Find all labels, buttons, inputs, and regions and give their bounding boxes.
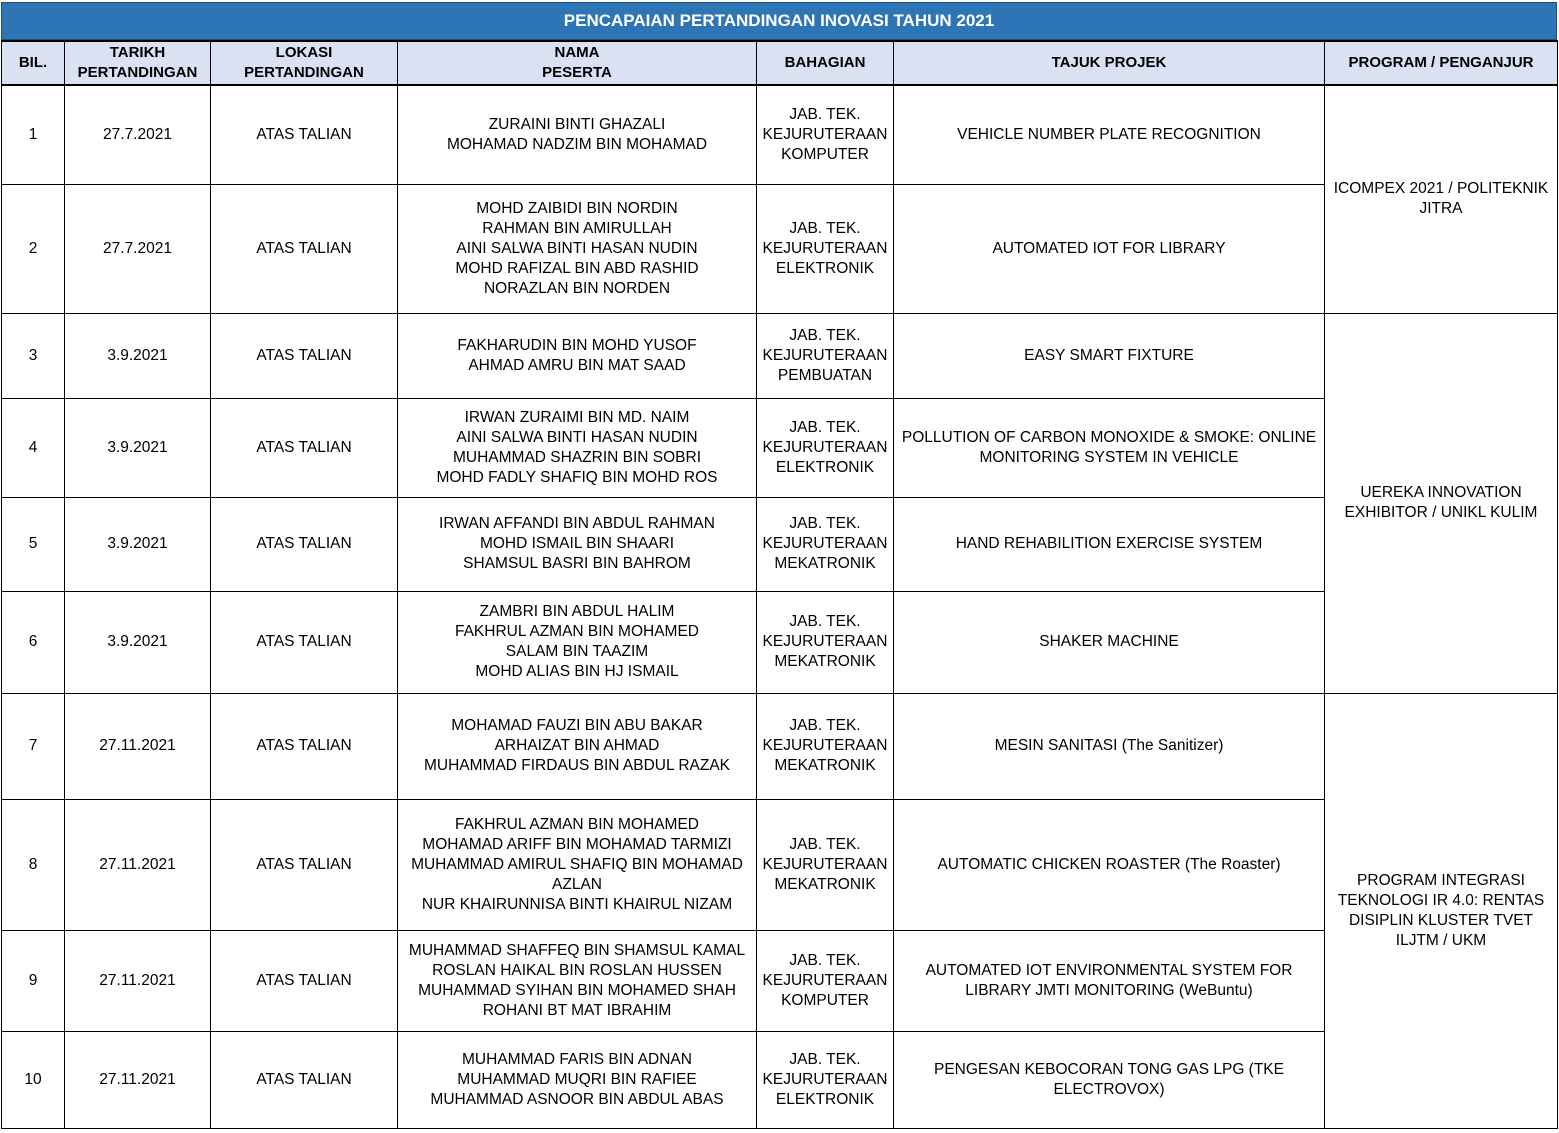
cell-lokasi: ATAS TALIAN (211, 85, 398, 184)
cell-bahagian (757, 693, 894, 799)
table-row (2, 184, 1558, 313)
cell-tajuk (894, 313, 1325, 398)
header-program: PROGRAM / PENGANJUR (1325, 41, 1558, 85)
cell-lokasi: ATAS TALIAN (211, 398, 398, 497)
program-line: DISIPLIN KLUSTER TVET (1348, 911, 1534, 929)
cell-bil: 4 (2, 398, 65, 497)
tajuk-line: AUTOMATED IOT FOR LIBRARY (992, 239, 1226, 257)
header-lokasi (211, 41, 398, 85)
peserta-name: MOHD ALIAS BIN HJ ISMAIL (475, 663, 679, 680)
header-lokasi-line: LOKASI (275, 44, 333, 61)
tajuk-line: AUTOMATED IOT ENVIRONMENTAL SYSTEM FOR (925, 961, 1293, 979)
bahagian-line: ELEKTRONIK (775, 1090, 875, 1108)
tajuk-line: HAND REHABILITION EXERCISE SYSTEM (955, 535, 1263, 552)
cell-tajuk (894, 693, 1325, 799)
peserta-name: MOHAMAD NADZIM BIN MOHAMAD (446, 135, 708, 153)
table-row (2, 799, 1558, 930)
bahagian-line: KOMPUTER (781, 991, 869, 1009)
peserta-name: MOHD ISMAIL BIN SHAARI (479, 535, 675, 552)
tajuk-line: VEHICLE NUMBER PLATE RECOGNITION (957, 125, 1261, 143)
peserta-name: ROSLAN HAIKAL BIN ROSLAN HUSSEN (432, 961, 722, 979)
bahagian-line: KOMPUTER (781, 145, 869, 163)
cell-program (1325, 313, 1558, 693)
bahagian-line: JAB. TEK. (789, 717, 861, 734)
cell-peserta (398, 85, 757, 184)
header-lokasi-line: PERTANDINGAN (244, 64, 364, 81)
header-nama-line: NAMA (554, 44, 600, 61)
cell-bahagian (757, 799, 894, 930)
bahagian-line: KEJURUTERAAN (762, 438, 888, 456)
bahagian-line: KEJURUTERAAN (762, 346, 888, 364)
table-row (2, 313, 1558, 398)
cell-tajuk (894, 497, 1325, 591)
peserta-name: AINI SALWA BINTI HASAN NUDIN (456, 428, 698, 446)
cell-bil: 5 (2, 497, 65, 591)
peserta-name: AHMAD AMRU BIN MAT SAAD (468, 356, 686, 374)
cell-bahagian (757, 930, 894, 1031)
cell-peserta (398, 313, 757, 398)
header-nama (398, 41, 757, 85)
cell-tajuk (894, 591, 1325, 693)
cell-bahagian (757, 398, 894, 497)
cell-bil: 9 (2, 930, 65, 1031)
bahagian-line: KEJURUTERAAN (762, 239, 888, 257)
cell-tarikh: 27.11.2021 (65, 693, 211, 799)
tajuk-line: MONITORING SYSTEM IN VEHICLE (979, 448, 1239, 466)
peserta-name: SHAMSUL BASRI BIN BAHROM (463, 555, 691, 572)
header-bahagian: BAHAGIAN (757, 41, 894, 85)
cell-bahagian (757, 313, 894, 398)
cell-lokasi: ATAS TALIAN (211, 591, 398, 693)
cell-bil: 2 (2, 184, 65, 313)
tajuk-line: AUTOMATIC CHICKEN ROASTER (The Roaster) (937, 855, 1281, 873)
table-row (2, 85, 1558, 184)
cell-lokasi: ATAS TALIAN (211, 930, 398, 1031)
cell-lokasi: ATAS TALIAN (211, 497, 398, 591)
peserta-name: NUR KHAIRUNNISA BINTI KHAIRUL NIZAM (421, 895, 733, 913)
bahagian-line: JAB. TEK. (789, 418, 861, 436)
bahagian-line: KEJURUTERAAN (762, 737, 888, 754)
cell-bil: 7 (2, 693, 65, 799)
peserta-name: AZLAN (552, 875, 602, 893)
cell-bil: 1 (2, 85, 65, 184)
table-row (2, 398, 1558, 497)
cell-peserta (398, 799, 757, 930)
cell-tarikh: 27.7.2021 (65, 85, 211, 184)
bahagian-line: JAB. TEK. (789, 1050, 861, 1068)
cell-peserta (398, 1031, 757, 1128)
program-line: UEREKA INNOVATION (1360, 484, 1522, 501)
bahagian-line: KEJURUTERAAN (762, 633, 888, 650)
table-body (2, 85, 1558, 1128)
peserta-name: FAKHRUL AZMAN BIN MOHAMED (454, 623, 699, 640)
peserta-name: ZAMBRI BIN ABDUL HALIM (479, 603, 675, 620)
bahagian-line: KEJURUTERAAN (762, 971, 888, 989)
cell-bil: 8 (2, 799, 65, 930)
cell-program (1325, 693, 1558, 1128)
cell-bahagian (757, 591, 894, 693)
cell-tajuk (894, 930, 1325, 1031)
peserta-name: SALAM BIN TAAZIM (505, 643, 649, 660)
peserta-name: MUHAMMAD SHAFFEQ BIN SHAMSUL KAMAL (408, 941, 746, 959)
bahagian-line: JAB. TEK. (789, 219, 861, 237)
peserta-name: IRWAN ZURAIMI BIN MD. NAIM (464, 408, 690, 426)
peserta-name: MOHD ZAIBIDI BIN NORDIN (476, 199, 678, 217)
bahagian-line: JAB. TEK. (789, 613, 861, 630)
cell-tarikh: 27.7.2021 (65, 184, 211, 313)
cell-tarikh: 3.9.2021 (65, 398, 211, 497)
table-row (2, 693, 1558, 799)
bahagian-line: MEKATRONIK (774, 653, 876, 670)
tajuk-line: EASY SMART FIXTURE (1024, 346, 1194, 364)
cell-peserta (398, 398, 757, 497)
cell-peserta (398, 693, 757, 799)
bahagian-line: JAB. TEK. (789, 326, 861, 344)
cell-lokasi: ATAS TALIAN (211, 799, 398, 930)
bahagian-line: MEKATRONIK (774, 757, 876, 774)
tajuk-line: ELECTROVOX) (1053, 1080, 1165, 1098)
peserta-name: FAKHARUDIN BIN MOHD YUSOF (457, 336, 697, 354)
cell-bahagian (757, 497, 894, 591)
tajuk-line: PENGESAN KEBOCORAN TONG GAS LPG (TKE (934, 1060, 1284, 1078)
cell-tarikh: 27.11.2021 (65, 1031, 211, 1128)
peserta-name: RAHMAN BIN AMIRULLAH (482, 219, 672, 237)
header-bil: BIL. (2, 41, 65, 85)
bahagian-line: MEKATRONIK (774, 555, 876, 572)
table-row (2, 591, 1558, 693)
bahagian-line: ELEKTRONIK (775, 458, 875, 476)
tajuk-line: MESIN SANITASI (The Sanitizer) (994, 737, 1224, 754)
program-line: TEKNOLOGI IR 4.0: RENTAS (1337, 891, 1545, 909)
program-line: EXHIBITOR / UNIKL KULIM (1344, 504, 1538, 521)
header-row (2, 41, 1558, 85)
bahagian-line: KEJURUTERAAN (762, 125, 888, 143)
peserta-name: MOHAMAD FAUZI BIN ABU BAKAR (451, 717, 703, 734)
peserta-name: MUHAMMAD FARIS BIN ADNAN (462, 1050, 692, 1068)
bahagian-line: JAB. TEK. (789, 951, 861, 969)
cell-tajuk (894, 398, 1325, 497)
table-row (2, 1031, 1558, 1128)
cell-tarikh: 27.11.2021 (65, 799, 211, 930)
tajuk-line: POLLUTION OF CARBON MONOXIDE & SMOKE: ONLINE (901, 428, 1317, 446)
header-nama-line: PESERTA (542, 64, 612, 81)
bahagian-line: JAB. TEK. (789, 105, 861, 123)
header-tarikh-line: PERTANDINGAN (77, 64, 198, 81)
cell-bil: 6 (2, 591, 65, 693)
table-row (2, 930, 1558, 1031)
cell-peserta (398, 184, 757, 313)
cell-peserta (398, 591, 757, 693)
peserta-name: MUHAMMAD AMIRUL SHAFIQ BIN MOHAMAD (411, 855, 743, 873)
cell-lokasi: ATAS TALIAN (211, 693, 398, 799)
cell-lokasi: ATAS TALIAN (211, 1031, 398, 1128)
cell-tarikh: 27.11.2021 (65, 930, 211, 1031)
cell-tarikh: 3.9.2021 (65, 313, 211, 398)
achievement-table (1, 40, 1558, 1129)
peserta-name: AINI SALWA BINTI HASAN NUDIN (456, 239, 698, 257)
cell-tajuk (894, 1031, 1325, 1128)
cell-peserta (398, 497, 757, 591)
peserta-name: MUHAMMAD SHAZRIN BIN SOBRI (452, 448, 701, 466)
cell-tajuk (894, 85, 1325, 184)
bahagian-line: KEJURUTERAAN (762, 1070, 888, 1088)
header-tajuk: TAJUK PROJEK (894, 41, 1325, 85)
cell-bil: 10 (2, 1031, 65, 1128)
tajuk-line: LIBRARY JMTI MONITORING (WeBuntu) (965, 981, 1253, 999)
cell-lokasi: ATAS TALIAN (211, 184, 398, 313)
bahagian-line: JAB. TEK. (789, 835, 861, 853)
cell-tajuk (894, 799, 1325, 930)
cell-bil: 3 (2, 313, 65, 398)
cell-bahagian (757, 85, 894, 184)
bahagian-line: PEMBUATAN (777, 366, 873, 384)
tajuk-line: SHAKER MACHINE (1039, 633, 1179, 650)
cell-program (1325, 85, 1558, 313)
table-title: PENCAPAIAN PERTANDINGAN INOVASI TAHUN 2021 (1, 2, 1557, 40)
peserta-name: MUHAMMAD ASNOOR BIN ABDUL ABAS (430, 1090, 724, 1108)
peserta-name: NORAZLAN BIN NORDEN (483, 279, 671, 297)
document-sheet (1, 2, 1557, 1129)
bahagian-line: ELEKTRONIK (775, 259, 875, 277)
bahagian-line: KEJURUTERAAN (762, 535, 888, 552)
program-line: ILJTM / UKM (1395, 931, 1487, 949)
bahagian-line: JAB. TEK. (789, 515, 861, 532)
peserta-name: ROHANI BT MAT IBRAHIM (482, 1001, 672, 1019)
peserta-name: ZURAINI BINTI GHAZALI (488, 115, 666, 133)
peserta-name: FAKHRUL AZMAN BIN MOHAMED (454, 815, 699, 833)
cell-bahagian (757, 1031, 894, 1128)
peserta-name: MOHD FADLY SHAFIQ BIN MOHD ROS (436, 468, 718, 486)
peserta-name: MUHAMMAD SYIHAN BIN MOHAMED SHAH (418, 981, 736, 999)
cell-tajuk (894, 184, 1325, 313)
program-line: JITRA (1419, 200, 1463, 218)
peserta-name: MUHAMMAD FIRDAUS BIN ABDUL RAZAK (423, 757, 731, 774)
peserta-name: MOHAMAD ARIFF BIN MOHAMAD TARMIZI (422, 835, 732, 853)
table-row (2, 497, 1558, 591)
header-tarikh (65, 41, 211, 85)
bahagian-line: MEKATRONIK (774, 875, 876, 893)
cell-lokasi: ATAS TALIAN (211, 313, 398, 398)
program-line: PROGRAM INTEGRASI (1357, 871, 1525, 889)
cell-tarikh: 3.9.2021 (65, 591, 211, 693)
header-tarikh-line: TARIKH (109, 44, 166, 61)
cell-peserta (398, 930, 757, 1031)
peserta-name: IRWAN AFFANDI BIN ABDUL RAHMAN (439, 515, 715, 532)
bahagian-line: KEJURUTERAAN (762, 855, 888, 873)
peserta-name: ARHAIZAT BIN AHMAD (494, 737, 660, 754)
peserta-name: MOHD RAFIZAL BIN ABD RASHID (455, 259, 699, 277)
cell-tarikh: 3.9.2021 (65, 497, 211, 591)
program-line: ICOMPEX 2021 / POLITEKNIK (1333, 180, 1549, 198)
peserta-name: MUHAMMAD MUQRI BIN RAFIEE (457, 1070, 697, 1088)
cell-bahagian (757, 184, 894, 313)
